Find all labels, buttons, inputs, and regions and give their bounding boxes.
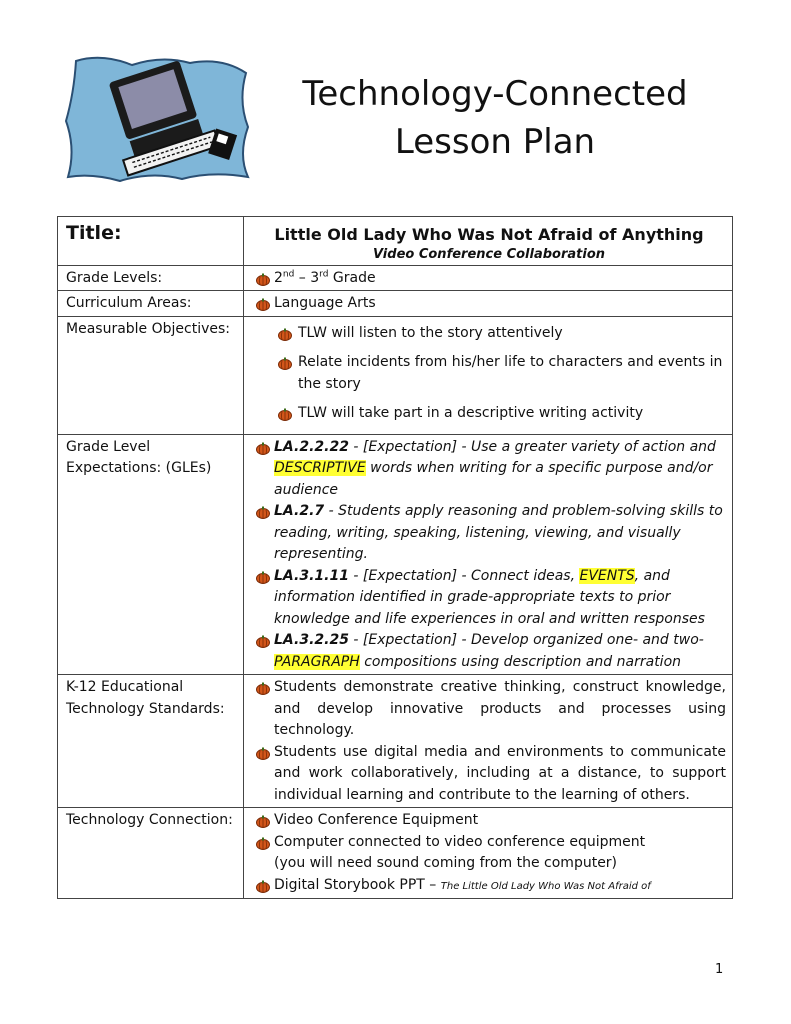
row-title	[58, 217, 733, 266]
tech-text-note: (you will need sound coming from the computer)	[274, 855, 618, 871]
gle-item	[252, 566, 726, 631]
lesson-plan-table	[57, 216, 733, 899]
gles-cell	[244, 434, 733, 675]
grade-level-1-suffix: nd	[282, 268, 295, 279]
gle-text: - Students apply reasoning and problem-solving skills to reading, writing, speaking, listening, viewing, and visually representing.	[274, 503, 723, 562]
pumpkin-bullet-icon	[256, 681, 270, 703]
list-item	[252, 268, 726, 290]
lesson-title: Little Old Lady Who Was Not Afraid of Anything	[274, 225, 704, 244]
pumpkin-bullet-icon	[256, 879, 270, 901]
row-curriculum	[58, 291, 733, 317]
title-cell	[244, 217, 733, 266]
tech-item	[252, 810, 726, 832]
tech-label: Technology Connection:	[58, 808, 244, 899]
gle-text-end: words when writing for a specific purpose and/or audience	[274, 460, 713, 498]
lesson-subtitle: Video Conference Collaboration	[372, 246, 606, 262]
k12-label-line-2: Technology Standards:	[66, 700, 225, 717]
gles-label-line-2: Expectations: (GLEs)	[66, 460, 212, 476]
gle-code: LA.3.1.11	[274, 567, 349, 584]
title-label: Title:	[58, 217, 244, 266]
pumpkin-bullet-icon	[278, 407, 292, 429]
tech-item	[252, 832, 726, 875]
computer-clipart	[62, 53, 254, 183]
title-line-2: Lesson Plan	[394, 122, 596, 162]
row-grade-levels	[58, 265, 733, 291]
page-title	[270, 70, 720, 166]
curriculum-value: Language Arts	[274, 295, 376, 311]
gle-text: - [Expectation] - Use a greater variety of action and	[348, 438, 716, 455]
objective-item	[274, 352, 726, 395]
objectives-label: Measurable Objectives:	[58, 316, 244, 434]
grade-dash: –	[294, 269, 311, 286]
list-item	[252, 293, 726, 315]
pumpkin-bullet-icon	[256, 272, 270, 294]
gle-text-end: compositions using description and narration	[359, 653, 682, 670]
grade-levels-cell	[244, 265, 733, 291]
pumpkin-bullet-icon	[256, 836, 270, 858]
grade-levels-label: Grade Levels:	[58, 265, 244, 291]
standard-text: Students demonstrate creative thinking, construct knowledge, and develop innovative products and processes using technology.	[274, 679, 726, 738]
tech-cell	[244, 808, 733, 899]
gle-code: LA.3.2.25	[274, 632, 349, 648]
objective-item	[274, 403, 726, 425]
tech-text: Video Conference Equipment	[274, 812, 479, 828]
gle-text: - [Expectation] - Connect ideas,	[348, 567, 580, 584]
grade-level-2-suffix: rd	[319, 268, 329, 279]
k12-cell	[244, 675, 733, 808]
objective-text: TLW will take part in a descriptive writing activity	[298, 405, 644, 421]
page-number: 1	[715, 962, 724, 977]
tech-text-small: The Little Old Lady Who Was Not Afraid of	[440, 880, 651, 892]
standard-item	[252, 677, 726, 742]
gles-label	[58, 434, 244, 675]
pumpkin-bullet-icon	[256, 441, 270, 463]
pumpkin-bullet-icon	[256, 634, 270, 656]
gle-text-end: , and information identified in grade-appropriate texts to prior knowledge and life experiences in oral and written responses	[274, 567, 705, 627]
curriculum-label: Curriculum Areas:	[58, 291, 244, 317]
row-objectives	[58, 316, 733, 434]
pumpkin-bullet-icon	[278, 327, 292, 349]
grade-tail: Grade	[328, 269, 376, 286]
row-gles	[58, 434, 733, 675]
pumpkin-bullet-icon	[256, 297, 270, 319]
row-k12-standards	[58, 675, 733, 808]
pumpkin-bullet-icon	[256, 505, 270, 527]
grade-level-2: 3	[310, 269, 320, 286]
row-technology	[58, 808, 733, 899]
tech-text: Computer connected to video conference equipment	[274, 833, 646, 850]
gle-item	[252, 630, 726, 673]
title-line-1: Technology-Connected	[302, 74, 688, 114]
gle-text: - [Expectation] - Develop organized one- and two-	[348, 632, 704, 648]
pumpkin-bullet-icon	[256, 746, 270, 768]
gle-item	[252, 501, 726, 566]
tech-item	[252, 875, 726, 898]
standard-item	[252, 742, 726, 807]
k12-label-line-1: K-12 Educational	[66, 679, 184, 695]
objectives-cell	[244, 316, 733, 434]
pumpkin-bullet-icon	[278, 356, 292, 378]
objective-text: TLW will listen to the story attentively	[298, 324, 563, 341]
k12-label	[58, 675, 244, 808]
gle-highlight: DESCRIPTIVE	[274, 460, 366, 476]
standard-text: Students use digital media and environments to communicate and work collaboratively, including at a distance, to support individual learning and contribute to the learning of others.	[274, 743, 726, 803]
objective-item	[274, 323, 726, 345]
objective-text: Relate incidents from his/her life to characters and events in the story	[298, 354, 723, 392]
gles-label-line-1: Grade Level	[66, 438, 151, 455]
gle-highlight: EVENTS	[579, 567, 635, 584]
pumpkin-bullet-icon	[256, 570, 270, 592]
gle-item	[252, 437, 726, 502]
grade-level-1: 2	[274, 269, 283, 286]
gle-code: LA.2.2.22	[274, 438, 349, 455]
tech-text: Digital Storybook PPT –	[274, 876, 441, 893]
gle-code: LA.2.7	[274, 503, 325, 519]
curriculum-cell	[244, 291, 733, 317]
gle-highlight: PARAGRAPH	[274, 653, 360, 670]
